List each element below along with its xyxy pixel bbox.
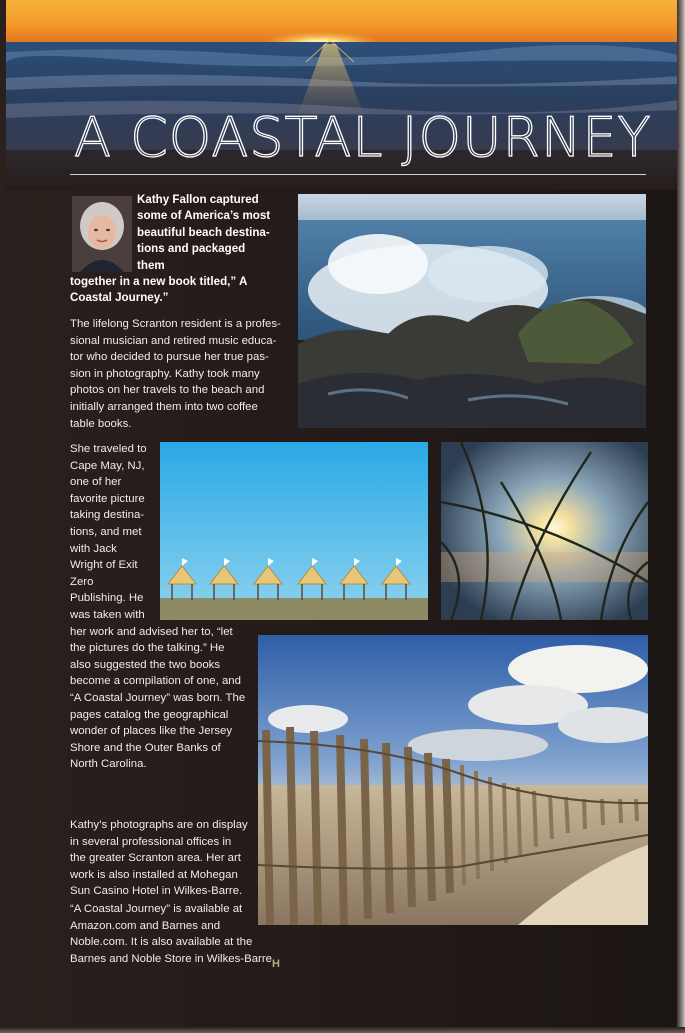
- lead-line: together in a new book titled,” A: [70, 275, 248, 288]
- text-line: in several professional offices in: [70, 835, 232, 848]
- wave-rocks-photo: [298, 194, 646, 428]
- text-line: her work and advised her to, “let: [70, 625, 233, 638]
- lead-line: Kathy Fallon captured: [137, 193, 259, 206]
- text-line: North Carolina.: [70, 758, 147, 771]
- text-line: the pictures do the talking.” He: [70, 642, 225, 655]
- page-title: A COASTAL JOURNEY: [74, 106, 652, 169]
- text-line: favorite picture: [70, 492, 145, 505]
- text-line: Cape May, NJ,: [70, 459, 145, 472]
- text-line: sional musician and retired music educa-: [70, 334, 277, 347]
- sun-grass-photo: [441, 442, 648, 620]
- text-line: initially arranged them into two coffee: [70, 400, 258, 413]
- text-line: the greater Scranton area. Her art: [70, 852, 241, 865]
- text-line: wonder of places like the Jersey: [70, 725, 233, 738]
- text-line: Amazon.com and Barnes and: [70, 919, 221, 932]
- lead-line: them: [137, 258, 165, 272]
- lead-text: [137, 192, 270, 274]
- text-line: Wright of Exit: [70, 559, 138, 572]
- text-line: become a compilation of one, and: [70, 675, 241, 688]
- text-line: tor who decided to pursue her true pas-: [70, 351, 269, 364]
- dune-fence-photo: [258, 635, 648, 925]
- end-mark: H: [272, 958, 279, 970]
- text-line: Noble.com. It is also available at the: [70, 936, 253, 949]
- lead-line: some of America’s most: [137, 209, 271, 223]
- text-line: pages catalog the geographical: [70, 708, 229, 721]
- text-line: also suggested the two books: [70, 658, 221, 671]
- paragraph-1: [70, 316, 281, 432]
- author-photo: [72, 196, 132, 272]
- lead-line: tions and packaged: [137, 242, 246, 256]
- text-line: “A Coastal Journey” is available at: [70, 903, 243, 915]
- text-line: sion in photography. Kathy took many: [70, 367, 260, 380]
- text-line: work is also installed at Mohegan: [70, 868, 238, 881]
- page-edge-right: [677, 0, 685, 1033]
- lead-line: beautiful beach destina-: [137, 225, 270, 239]
- text-line: one of her: [70, 476, 122, 489]
- text-line: Zero: [70, 575, 94, 588]
- text-line: with Jack: [70, 542, 117, 555]
- text-line: table books.: [70, 417, 132, 430]
- text-line: The lifelong Scranton resident is a profes-: [70, 318, 281, 330]
- text-line: Barnes and Noble Store in Wilkes-Barre.: [70, 952, 276, 965]
- title-divider: [70, 174, 646, 175]
- beach-huts-photo: [160, 442, 428, 620]
- text-line: Kathy’s photographs are on display: [70, 819, 248, 831]
- lead-text-continued: [70, 274, 247, 307]
- text-line: Publishing. He: [70, 592, 144, 605]
- text-line: She traveled to: [70, 443, 147, 455]
- lead-line: Coastal Journey.”: [70, 291, 169, 305]
- text-line: “A Coastal Journey” was born. The: [70, 691, 246, 704]
- text-line: tions, and met: [70, 525, 142, 538]
- paragraph-4: [70, 901, 275, 967]
- text-line: Sun Casino Hotel in Wilkes-Barre.: [70, 885, 243, 898]
- text-line: photos on her travels to the beach and: [70, 384, 265, 397]
- text-line: taking destina-: [70, 509, 145, 522]
- paragraph-3: [70, 817, 248, 900]
- page-edge-bottom: [0, 1027, 685, 1033]
- text-line: Shore and the Outer Banks of: [70, 741, 221, 754]
- text-line: was taken with: [70, 608, 145, 621]
